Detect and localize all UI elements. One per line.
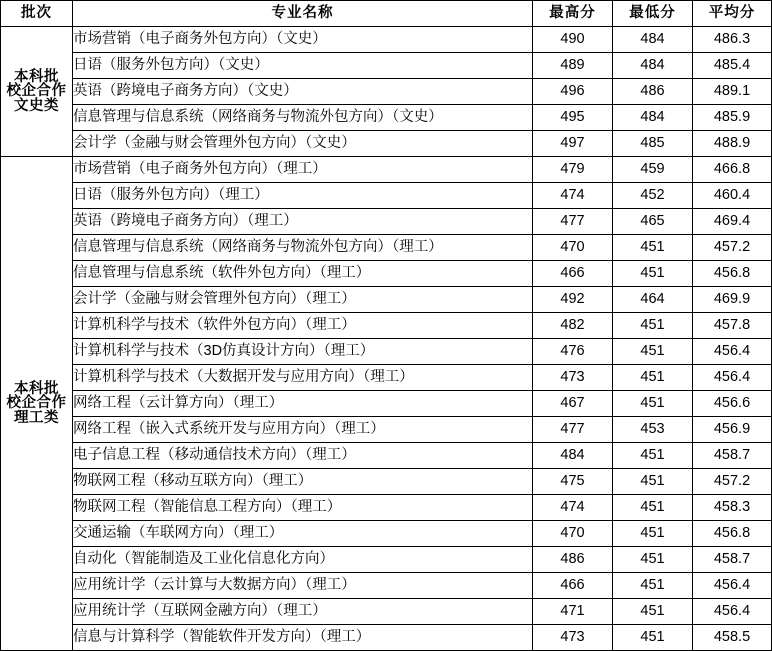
avg-score-cell: 456.4 <box>693 599 772 625</box>
table-row <box>1 53 772 79</box>
table-row <box>1 365 772 391</box>
avg-score-cell: 457.2 <box>693 235 772 261</box>
table-row <box>1 131 772 157</box>
max-score-cell: 489 <box>533 53 613 79</box>
major-name-cell: 英语（跨境电子商务方向）（理工） <box>73 209 533 235</box>
max-score-cell: 477 <box>533 417 613 443</box>
batch-cell <box>1 27 73 157</box>
table-row <box>1 287 772 313</box>
major-name-cell: 应用统计学（云计算与大数据方向）（理工） <box>73 573 533 599</box>
batch-line: 本科批 <box>14 68 59 85</box>
avg-score-cell: 456.6 <box>693 391 772 417</box>
min-score-cell: 486 <box>613 79 693 105</box>
max-score-cell: 474 <box>533 495 613 521</box>
table-row <box>1 495 772 521</box>
major-name-cell: 计算机科学与技术（软件外包方向）（理工） <box>73 313 533 339</box>
avg-score-cell: 460.4 <box>693 183 772 209</box>
table-body <box>1 27 772 651</box>
min-score-cell: 451 <box>613 313 693 339</box>
table-row <box>1 105 772 131</box>
avg-score-cell: 488.9 <box>693 131 772 157</box>
min-score-cell: 484 <box>613 53 693 79</box>
avg-score-cell: 458.7 <box>693 443 772 469</box>
min-score-cell: 459 <box>613 157 693 183</box>
min-score-cell: 451 <box>613 365 693 391</box>
major-name-cell: 日语（服务外包方向）（理工） <box>73 183 533 209</box>
table-row <box>1 599 772 625</box>
avg-score-cell: 458.3 <box>693 495 772 521</box>
major-name-cell: 网络工程（嵌入式系统开发与应用方向）（理工） <box>73 417 533 443</box>
min-score-cell: 451 <box>613 443 693 469</box>
min-score-cell: 453 <box>613 417 693 443</box>
avg-score-cell: 489.1 <box>693 79 772 105</box>
major-name-cell: 信息管理与信息系统（网络商务与物流外包方向）（理工） <box>73 235 533 261</box>
table-header-row <box>1 1 772 27</box>
column-header-avg-score: 平均分 <box>693 1 772 27</box>
avg-score-cell: 458.7 <box>693 547 772 573</box>
max-score-cell: 473 <box>533 625 613 651</box>
min-score-cell: 451 <box>613 495 693 521</box>
min-score-cell: 485 <box>613 131 693 157</box>
column-header-batch: 批次 <box>1 1 73 27</box>
max-score-cell: 484 <box>533 443 613 469</box>
batch-line: 理工类 <box>14 409 59 426</box>
major-name-cell: 会计学（金融与财会管理外包方向）（文史） <box>73 131 533 157</box>
table-row <box>1 261 772 287</box>
major-name-cell: 信息管理与信息系统（网络商务与物流外包方向）（文史） <box>73 105 533 131</box>
min-score-cell: 451 <box>613 573 693 599</box>
table-row <box>1 235 772 261</box>
min-score-cell: 465 <box>613 209 693 235</box>
major-name-cell: 计算机科学与技术（大数据开发与应用方向）（理工） <box>73 365 533 391</box>
major-name-cell: 网络工程（云计算方向）（理工） <box>73 391 533 417</box>
max-score-cell: 470 <box>533 235 613 261</box>
min-score-cell: 451 <box>613 599 693 625</box>
max-score-cell: 492 <box>533 287 613 313</box>
major-name-cell: 自动化（智能制造及工业化信息化方向） <box>73 547 533 573</box>
max-score-cell: 476 <box>533 339 613 365</box>
avg-score-cell: 456.4 <box>693 365 772 391</box>
table-row <box>1 157 772 183</box>
max-score-cell: 495 <box>533 105 613 131</box>
table-row <box>1 417 772 443</box>
batch-line: 本科批 <box>14 380 59 397</box>
max-score-cell: 486 <box>533 547 613 573</box>
table-row <box>1 339 772 365</box>
batch-cell <box>1 157 73 651</box>
max-score-cell: 467 <box>533 391 613 417</box>
min-score-cell: 464 <box>613 287 693 313</box>
column-header-major: 专业名称 <box>73 1 533 27</box>
major-name-cell: 物联网工程（移动互联方向）（理工） <box>73 469 533 495</box>
table-header <box>1 1 772 27</box>
major-name-cell: 应用统计学（互联网金融方向）（理工） <box>73 599 533 625</box>
major-name-cell: 信息管理与信息系统（软件外包方向）（理工） <box>73 261 533 287</box>
max-score-cell: 479 <box>533 157 613 183</box>
major-name-cell: 信息与计算科学（智能软件开发方向）（理工） <box>73 625 533 651</box>
avg-score-cell: 485.9 <box>693 105 772 131</box>
major-name-cell: 英语（跨境电子商务方向）（文史） <box>73 79 533 105</box>
min-score-cell: 451 <box>613 547 693 573</box>
avg-score-cell: 456.8 <box>693 261 772 287</box>
table-row <box>1 573 772 599</box>
avg-score-cell: 469.9 <box>693 287 772 313</box>
table-row <box>1 391 772 417</box>
avg-score-cell: 457.2 <box>693 469 772 495</box>
min-score-cell: 451 <box>613 261 693 287</box>
table-row <box>1 183 772 209</box>
avg-score-cell: 456.4 <box>693 339 772 365</box>
max-score-cell: 473 <box>533 365 613 391</box>
batch-line: 校企合作 <box>6 395 67 412</box>
avg-score-cell: 485.4 <box>693 53 772 79</box>
min-score-cell: 452 <box>613 183 693 209</box>
avg-score-cell: 456.8 <box>693 521 772 547</box>
max-score-cell: 490 <box>533 27 613 53</box>
min-score-cell: 451 <box>613 469 693 495</box>
min-score-cell: 451 <box>613 235 693 261</box>
min-score-cell: 484 <box>613 27 693 53</box>
major-name-cell: 交通运输（车联网方向）（理工） <box>73 521 533 547</box>
table-row <box>1 521 772 547</box>
avg-score-cell: 456.4 <box>693 573 772 599</box>
max-score-cell: 496 <box>533 79 613 105</box>
major-name-cell: 日语（服务外包方向）（文史） <box>73 53 533 79</box>
max-score-cell: 466 <box>533 261 613 287</box>
table-row <box>1 27 772 53</box>
min-score-cell: 451 <box>613 521 693 547</box>
avg-score-cell: 466.8 <box>693 157 772 183</box>
column-header-max-score: 最高分 <box>533 1 613 27</box>
table-row <box>1 79 772 105</box>
max-score-cell: 471 <box>533 599 613 625</box>
avg-score-cell: 456.9 <box>693 417 772 443</box>
max-score-cell: 474 <box>533 183 613 209</box>
major-name-cell: 计算机科学与技术（3D仿真设计方向）（理工） <box>73 339 533 365</box>
table-row <box>1 209 772 235</box>
major-name-cell: 电子信息工程（移动通信技术方向）（理工） <box>73 443 533 469</box>
batch-line: 校企合作 <box>6 83 67 100</box>
table-row <box>1 547 772 573</box>
max-score-cell: 497 <box>533 131 613 157</box>
avg-score-cell: 458.5 <box>693 625 772 651</box>
min-score-cell: 451 <box>613 339 693 365</box>
major-name-cell: 市场营销（电子商务外包方向）（理工） <box>73 157 533 183</box>
major-name-cell: 物联网工程（智能信息工程方向）（理工） <box>73 495 533 521</box>
max-score-cell: 466 <box>533 573 613 599</box>
table-row <box>1 625 772 651</box>
avg-score-cell: 469.4 <box>693 209 772 235</box>
table-row <box>1 313 772 339</box>
max-score-cell: 477 <box>533 209 613 235</box>
max-score-cell: 482 <box>533 313 613 339</box>
table-row <box>1 469 772 495</box>
major-name-cell: 市场营销（电子商务外包方向）（文史） <box>73 27 533 53</box>
max-score-cell: 470 <box>533 521 613 547</box>
avg-score-cell: 457.8 <box>693 313 772 339</box>
table-row <box>1 443 772 469</box>
major-name-cell: 会计学（金融与财会管理外包方向）（理工） <box>73 287 533 313</box>
min-score-cell: 451 <box>613 625 693 651</box>
min-score-cell: 484 <box>613 105 693 131</box>
avg-score-cell: 486.3 <box>693 27 772 53</box>
min-score-cell: 451 <box>613 391 693 417</box>
max-score-cell: 475 <box>533 469 613 495</box>
column-header-min-score: 最低分 <box>613 1 693 27</box>
batch-line: 文史类 <box>14 97 59 114</box>
